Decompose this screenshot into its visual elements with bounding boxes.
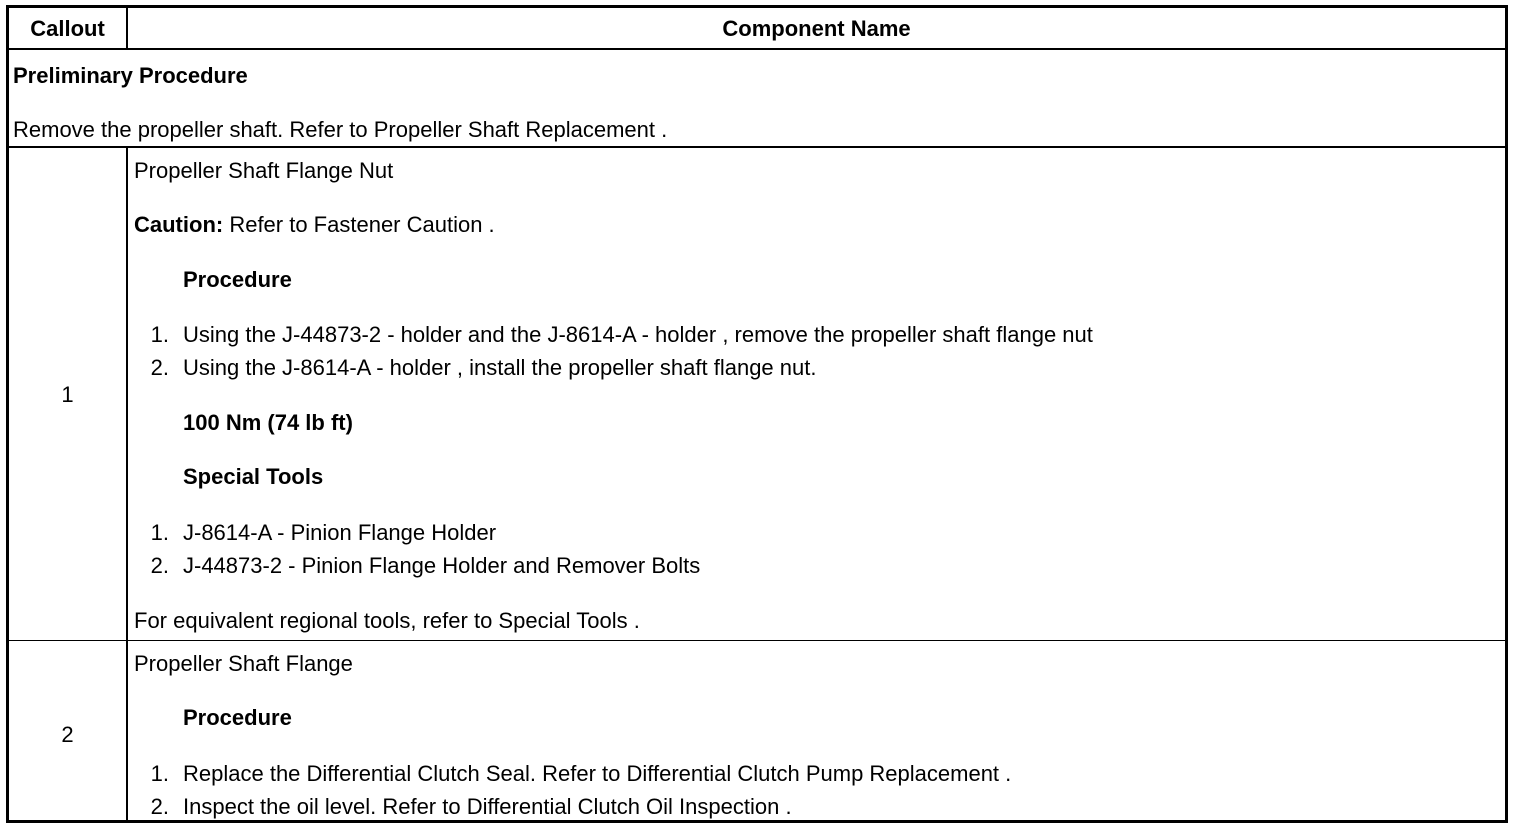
caution-label: Caution: (134, 212, 224, 237)
special-tool-item: J-8614-A - Pinion Flange Holder (183, 520, 497, 545)
preliminary-procedure-row (9, 50, 1505, 148)
step-number: 1. (150, 322, 169, 347)
preliminary-title: Preliminary Procedure (13, 63, 248, 88)
callout-cell (9, 148, 128, 640)
torque-spec: 100 Nm (74 lb ft) (183, 410, 353, 435)
component-name: Propeller Shaft Flange (134, 651, 353, 676)
callout-number: 2 (61, 722, 74, 747)
procedure-title: Procedure (183, 267, 292, 292)
procedure-step: Replace the Differential Clutch Seal. Refer to Differential Clutch Pump Replacement . (183, 761, 1012, 786)
tool-number: 2. (150, 553, 169, 578)
special-tool-item: J-44873-2 - Pinion Flange Holder and Remover Bolts (183, 553, 701, 578)
preliminary-text: Remove the propeller shaft. Refer to Propeller Shaft Replacement . (13, 117, 668, 142)
table-row (9, 148, 1505, 641)
callout-number: 1 (61, 382, 74, 407)
special-tools-title: Special Tools (183, 464, 324, 489)
regional-tools-note: For equivalent regional tools, refer to Special Tools . (134, 608, 640, 633)
component-name: Propeller Shaft Flange Nut (134, 158, 394, 183)
tool-number: 1. (150, 520, 169, 545)
procedure-step: Inspect the oil level. Refer to Differential Clutch Oil Inspection . (183, 794, 792, 819)
callout-cell (9, 641, 128, 820)
step-number: 2. (150, 794, 169, 819)
component-table (6, 5, 1508, 823)
caution-line (134, 212, 495, 238)
step-number: 1. (150, 761, 169, 786)
caution-text: Refer to Fastener Caution . (223, 212, 495, 237)
procedure-step: Using the J-8614-A - holder , install the propeller shaft flange nut. (183, 355, 817, 380)
callout-column-header: Callout (9, 8, 128, 48)
step-number: 2. (150, 355, 169, 380)
procedure-step: Using the J-44873-2 - holder and the J-8614-A - holder , remove the propeller shaft flange nut (183, 322, 1093, 347)
table-header (9, 8, 1505, 50)
component-name-column-header: Component Name (722, 16, 911, 41)
procedure-title: Procedure (183, 705, 292, 730)
table-row (9, 641, 1505, 820)
